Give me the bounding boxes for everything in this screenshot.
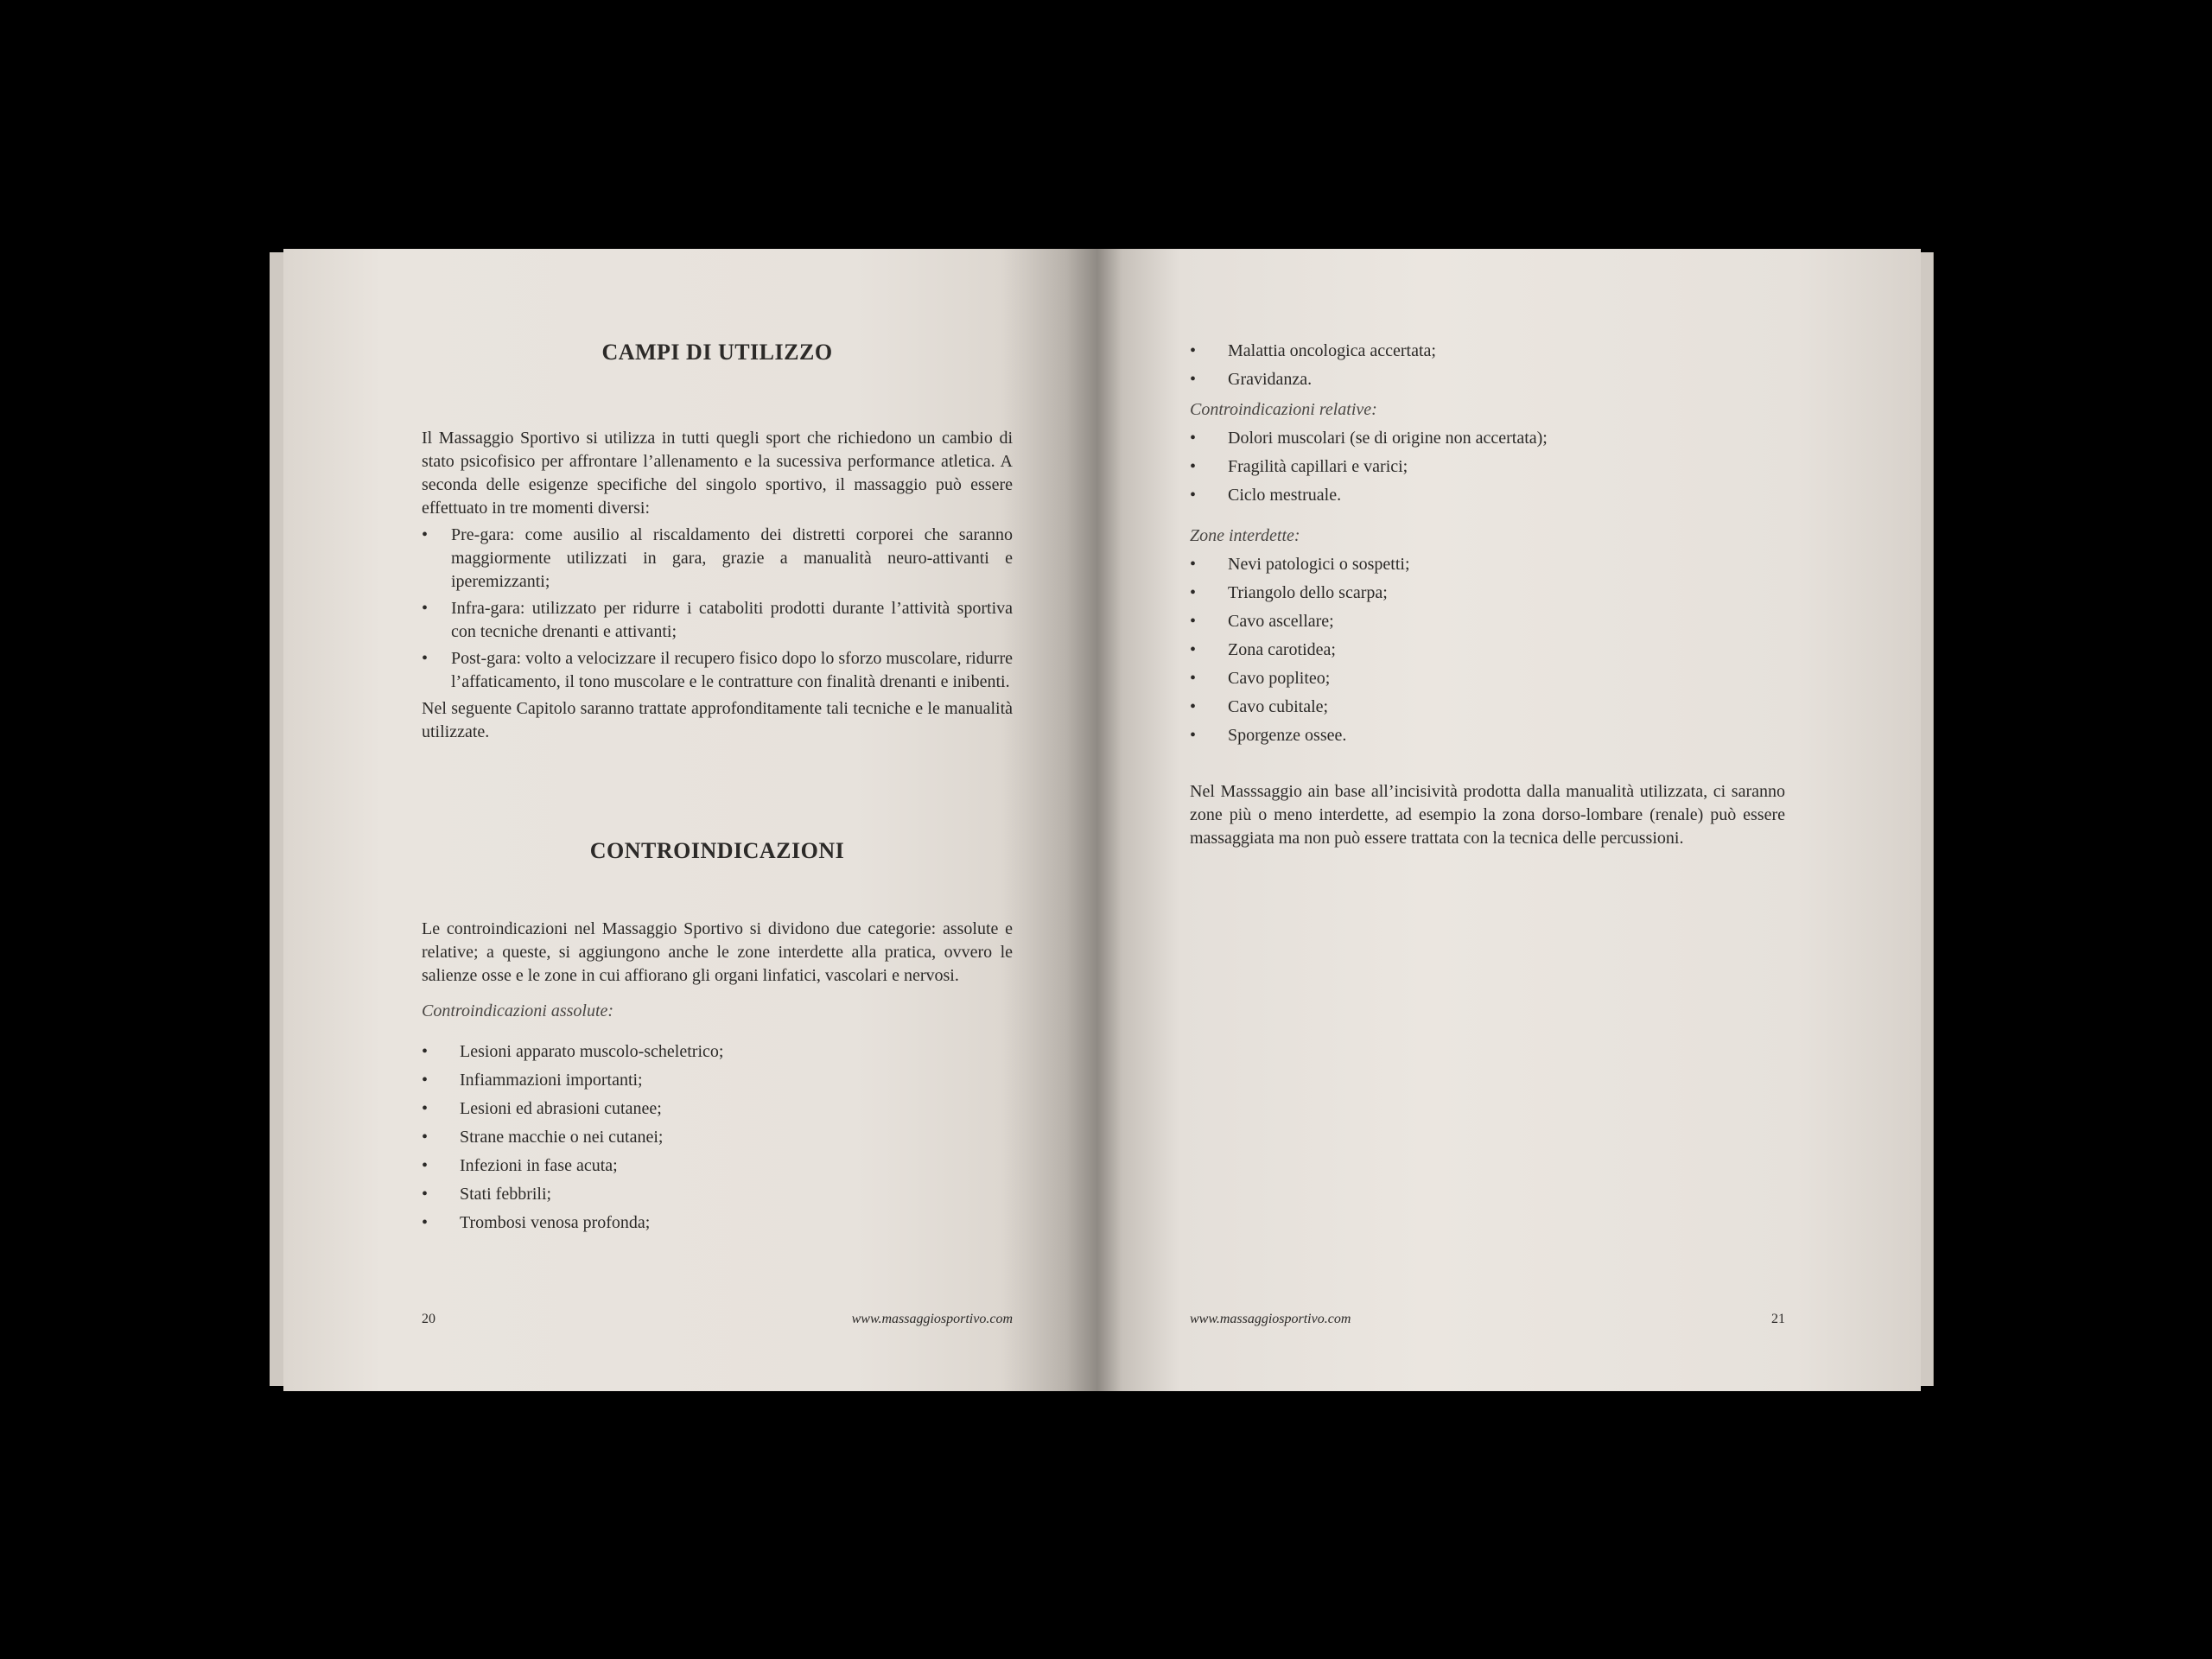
list-item: • Nevi patologici o sospetti;	[1190, 553, 1785, 582]
list-item: • Cavo cubitale;	[1190, 696, 1785, 724]
list-item: • Stati febbrili;	[422, 1183, 1013, 1211]
absolute-label: Controindicazioni assolute:	[422, 1001, 614, 1020]
closing-paragraph: Nel Masssaggio ain base all’incisività prodotta dalla manualità utilizzata, ci saranno zone più o meno interdette, ad esempio la zona dorso-lombare (renale) può essere massaggiata ma non può essere trattata con la tecnica delle percussioni.	[1190, 782, 1785, 848]
relative-label: Controindicazioni relative:	[1190, 400, 1377, 419]
relative-list	[1190, 427, 1785, 512]
list-item: • Strane macchie o nei cutanei;	[422, 1126, 1013, 1154]
zones-list	[1190, 553, 1785, 753]
footer-url: www.massaggiosportivo.com	[851, 1312, 1013, 1326]
list-item: • Triangolo dello scarpa;	[1190, 582, 1785, 610]
footer-url: www.massaggiosportivo.com	[1190, 1312, 1351, 1326]
heading-controindicazioni: CONTROINDICAZIONI	[589, 838, 845, 863]
list-item: • Malattia oncologica accertata;	[1190, 340, 1785, 368]
page-number: 21	[1771, 1312, 1785, 1326]
list-item: • Trombosi venosa profonda;	[422, 1211, 1013, 1240]
list-item: • Gravidanza.	[1190, 368, 1785, 397]
absolute-list	[422, 1040, 1013, 1240]
heading-campi-di-utilizzo: CAMPI DI UTILIZZO	[601, 340, 833, 365]
right-page	[1097, 249, 1921, 1391]
list-item: • Infezioni in fase acuta;	[422, 1154, 1013, 1183]
closing-paragraph: Nel seguente Capitolo saranno trattate approfonditamente tali tecniche e le manualità utilizzate.	[422, 699, 1013, 741]
list-item: • Sporgenze ossee.	[1190, 724, 1785, 753]
list-item: • Pre-gara: come ausilio al riscaldamento dei distretti corporei che saranno maggiormente utilizzati in gara, grazie a manualità neuro-attivanti e iperemizzanti;	[422, 524, 1013, 594]
list-item: • Zona carotidea;	[1190, 639, 1785, 667]
list-item: • Fragilità capillari e varici;	[1190, 455, 1785, 484]
list-item: • Lesioni ed abrasioni cutanee;	[422, 1097, 1013, 1126]
open-book	[270, 249, 1933, 1391]
absolute-cont-list	[1190, 340, 1785, 397]
moments-list	[422, 524, 1013, 694]
intro-paragraph: Il Massaggio Sportivo si utilizza in tutti quegli sport che richiedono un cambio di stato psicofisico per affrontare l’allenamento e la sucessiva performance atletica. A seconda delle esigenze specifiche del singolo sportivo, il massaggio può essere effettuato in tre momenti diversi:	[422, 429, 1013, 518]
left-page	[283, 249, 1099, 1391]
list-item: • Infra-gara: utilizzato per ridurre i cataboliti prodotti durante l’attività sportiva con tecniche drenanti e attivanti;	[422, 597, 1013, 644]
list-item: • Cavo ascellare;	[1190, 610, 1785, 639]
list-item: • Ciclo mestruale.	[1190, 484, 1785, 512]
list-item: • Dolori muscolari (se di origine non accertata);	[1190, 427, 1785, 455]
list-item: • Lesioni apparato muscolo-scheletrico;	[422, 1040, 1013, 1069]
zones-label: Zone interdette:	[1190, 526, 1300, 545]
list-item: • Infiammazioni importanti;	[422, 1069, 1013, 1097]
contra-intro-paragraph: Le controindicazioni nel Massaggio Sportivo si dividono due categorie: assolute e relative; a queste, si aggiungono anche le zone interdette alla pratica, ovvero le salienze osse e le zone in cui affiorano gli organi linfatici, vascolari e nervosi.	[422, 919, 1013, 985]
page-number: 20	[422, 1312, 435, 1326]
list-item: • Post-gara: volto a velocizzare il recupero fisico dopo lo sforzo muscolare, ridurre l’affaticamento, il tono muscolare e le contratture con finalità drenanti e inibenti.	[422, 647, 1013, 694]
list-item: • Cavo popliteo;	[1190, 667, 1785, 696]
